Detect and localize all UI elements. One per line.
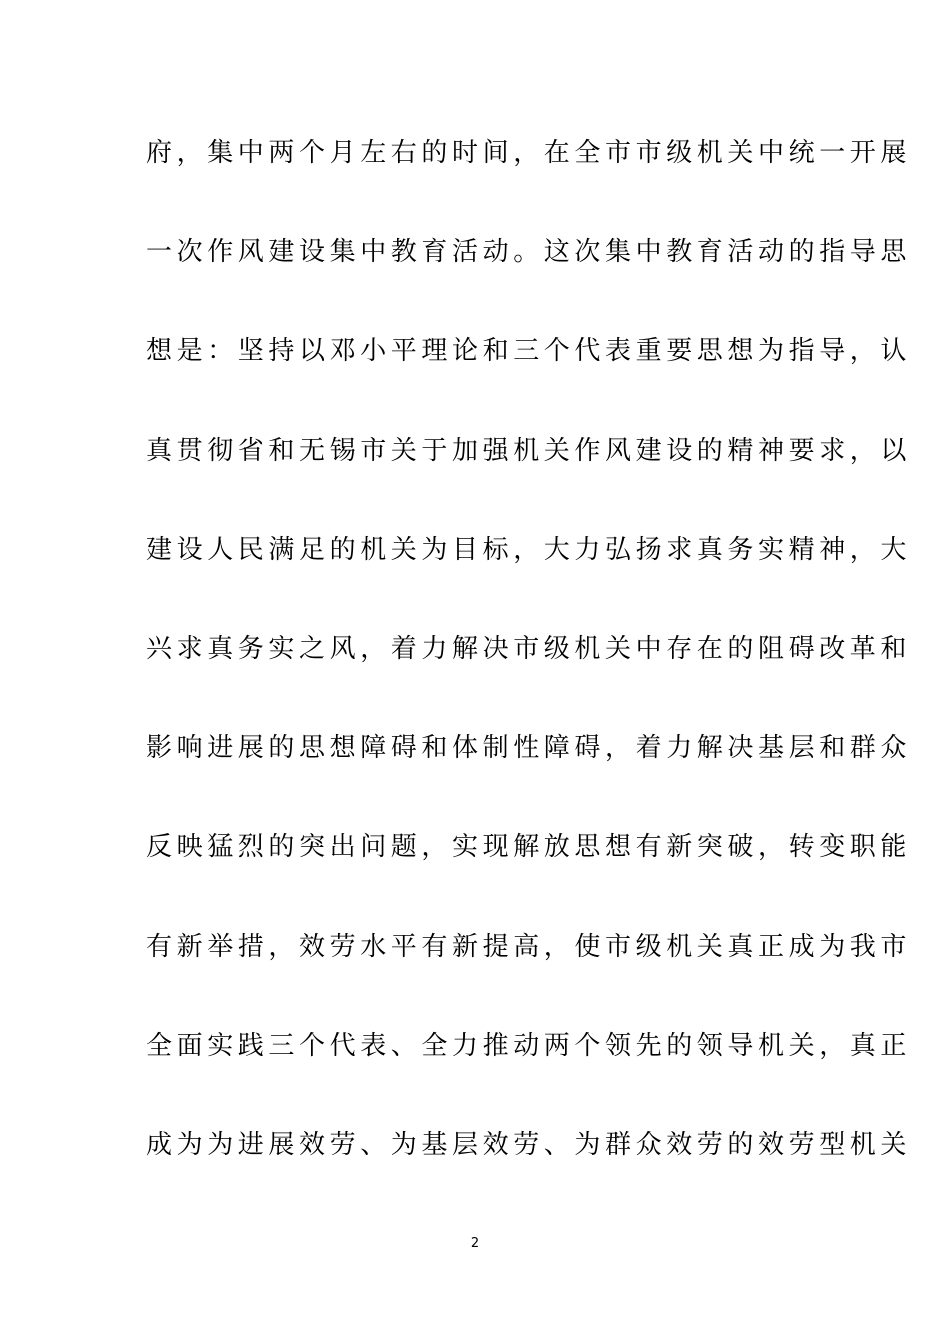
text-line-10: 全面实践三个代表、全力推动两个领先的领导机关，真正	[146, 1030, 912, 1061]
text-line-7: 影响进展的思想障碍和体制性障碍，着力解决基层和群众	[146, 733, 912, 764]
text-line-6: 兴求真务实之风，着力解决市级机关中存在的阻碍改革和	[146, 633, 912, 664]
page-number: 2	[470, 1236, 480, 1251]
text-line-3: 想是：坚持以邓小平理论和三个代表重要思想为指导，认	[146, 336, 912, 367]
text-line-2: 一次作风建设集中教育活动。这次集中教育活动的指导思	[146, 237, 912, 268]
text-line-8: 反映猛烈的突出问题，实现解放思想有新突破，转变职能	[146, 832, 912, 863]
text-line-11: 成为为进展效劳、为基层效劳、为群众效劳的效劳型机关	[146, 1129, 912, 1160]
text-line-5: 建设人民满足的机关为目标，大力弘扬求真务实精神，大	[146, 534, 912, 565]
body-text	[146, 128, 912, 1219]
text-line-1: 府，集中两个月左右的时间，在全市市级机关中统一开展	[146, 138, 912, 168]
text-line-9: 有新举措，效劳水平有新提高，使市级机关真正成为我市	[146, 931, 912, 962]
text-line-4: 真贯彻省和无锡市关于加强机关作风建设的精神要求，以	[146, 435, 912, 466]
